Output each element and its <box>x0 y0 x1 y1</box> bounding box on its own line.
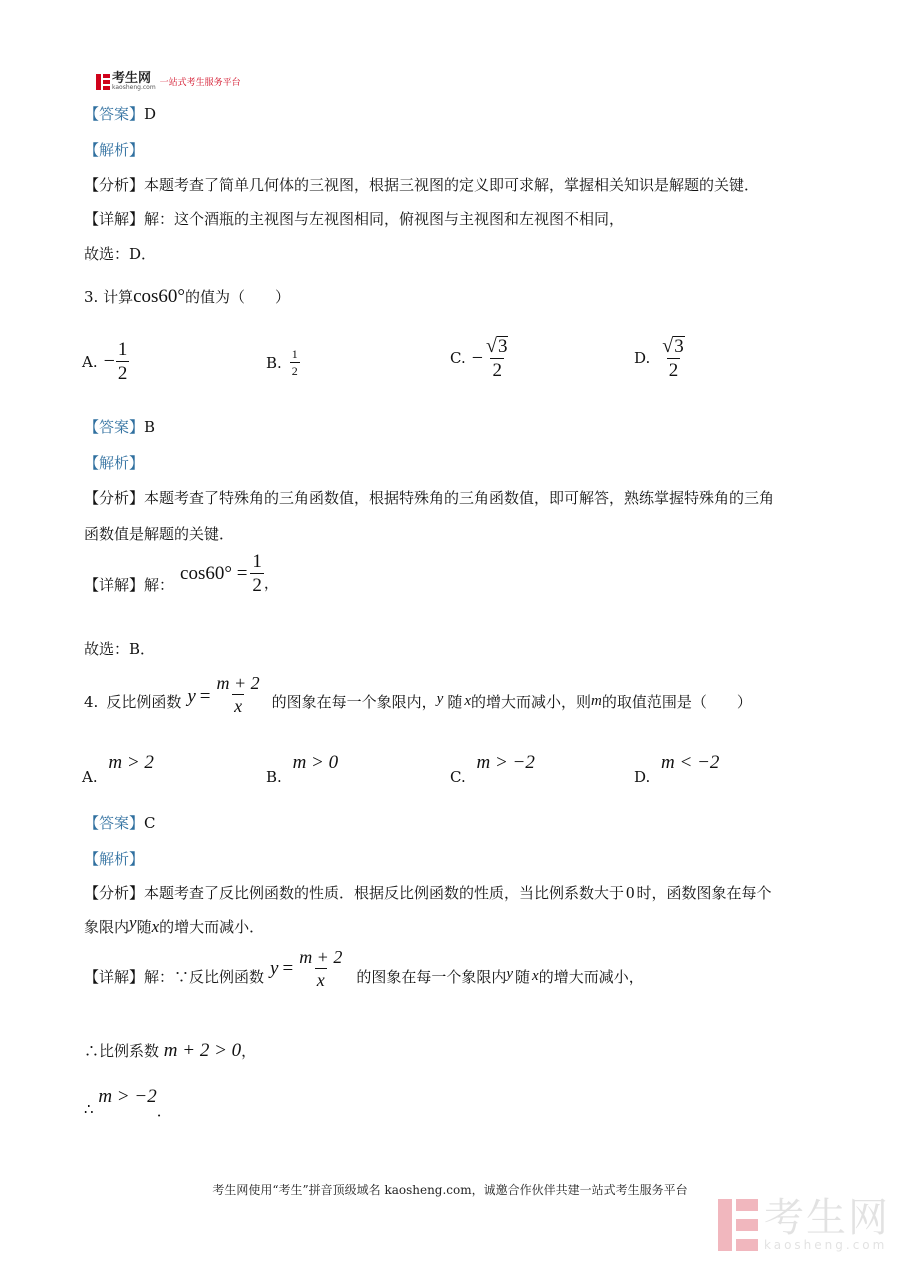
q3-option-d <box>634 336 687 380</box>
stem-text-mid1: 的图象在每一个象限内， <box>271 693 437 711</box>
detail-text: 解：这个酒瓶的主视图与左视图相同，俯视图与主视图和左视图不相同， <box>144 210 625 228</box>
sqrt <box>486 336 508 356</box>
option-label: C. <box>450 768 466 786</box>
q3-option-a <box>82 340 129 383</box>
var-x: x <box>532 968 539 984</box>
func-y: y <box>270 957 279 979</box>
fraction-numerator: 1 <box>291 347 298 361</box>
q3-option-c <box>450 336 510 380</box>
q2-fenxi <box>84 174 759 195</box>
fraction-denominator: x <box>234 696 243 716</box>
option-expr: m > −2 <box>476 752 535 773</box>
fraction-numerator: m + 2 <box>299 947 343 967</box>
stem-math: cos60° <box>133 286 186 307</box>
q2-choose: 故选：D． <box>84 245 157 263</box>
var-y: y <box>506 966 514 982</box>
fraction-denominator: 2 <box>668 360 679 381</box>
step-comma: ， <box>241 1042 257 1060</box>
detail-tag: 【详解】 <box>84 210 145 228</box>
q4-analysis-tag: 【解析】 <box>84 850 145 868</box>
fraction-numerator: 1 <box>252 551 262 572</box>
fraction-numerator: 1 <box>117 339 128 360</box>
func-y: y <box>187 685 196 707</box>
q3-option-b <box>266 348 300 377</box>
option-label: D. <box>634 349 651 367</box>
q4-answer <box>84 812 156 833</box>
answer-value: B <box>144 418 156 436</box>
fraction-denominator: 2 <box>252 575 262 596</box>
fenxi-tag: 【分析】 <box>84 489 145 507</box>
footer-text: 考生网使用“考生”拼音顶级域名 kaosheng.com，诚邀合作伙伴共建一站式考生服务平台 <box>212 1183 688 1197</box>
fraction-denominator: 2 <box>492 360 502 381</box>
option-label: C. <box>450 349 466 367</box>
answer-value: D <box>144 105 157 123</box>
step-end: ． <box>156 1102 172 1120</box>
step-prefix: ∴ <box>84 1100 94 1118</box>
q3-fenxi-line2: 函数值是解题的关键． <box>84 525 235 543</box>
q4-detail <box>84 948 644 989</box>
answer-tag: 【答案】 <box>84 105 145 123</box>
radicand: 3 <box>674 336 684 357</box>
header-logo <box>96 72 241 91</box>
question-number: 4. <box>84 692 99 711</box>
option-sign: − <box>103 350 115 372</box>
step-math: m > −2 <box>98 1086 157 1107</box>
answer-value: C <box>144 814 156 832</box>
step-math: m + 2 > 0 <box>163 1040 242 1061</box>
q2-answer <box>84 103 156 124</box>
detail-fraction <box>250 552 264 595</box>
question-number: 3. <box>84 288 99 306</box>
detail-prefix: 解： <box>144 576 175 594</box>
logo-name: 考生网 <box>112 71 152 86</box>
option-label: D. <box>634 768 651 786</box>
fenxi-text: 本题考查了反比例函数的性质．根据反比例函数的性质，当比例系数大于 <box>144 884 625 902</box>
var-y: y <box>129 913 137 932</box>
q3-detail <box>84 552 279 595</box>
sqrt <box>662 336 684 356</box>
q4-fenxi-line1 <box>84 882 772 903</box>
q4-step2 <box>84 1086 172 1120</box>
detail-prefix: 解：∵反比例函数 <box>144 968 265 986</box>
q3-answer <box>84 416 155 437</box>
fenxi-text: 本题考查了简单几何体的三视图，根据三视图的定义即可求解，掌握相关知识是解题的关键． <box>144 176 760 194</box>
q4-option-a <box>82 752 154 786</box>
radical-sign-icon: √ <box>486 335 497 357</box>
option-fraction <box>660 336 686 380</box>
option-expr: m < −2 <box>661 752 720 773</box>
fraction-numerator <box>484 336 510 358</box>
radicand: 3 <box>497 336 508 357</box>
q4-option-b <box>266 752 339 786</box>
option-expr: m > 2 <box>108 752 154 773</box>
fenxi-text: 随 <box>136 918 152 936</box>
option-label: B. <box>266 353 282 372</box>
fraction-denominator: x <box>316 970 325 990</box>
fenxi-text-b: 时，函数图象在每个 <box>636 884 772 902</box>
watermark-logo <box>718 1195 890 1252</box>
option-label: B. <box>266 768 282 786</box>
answer-tag: 【答案】 <box>84 418 145 436</box>
func-fraction <box>297 948 344 989</box>
q4-option-c <box>450 752 535 786</box>
stem-text-after: 的取值范围是（ ） <box>601 693 752 711</box>
option-fraction <box>484 336 510 380</box>
kaosheng-logo-icon <box>96 74 110 90</box>
step-prefix: ∴比例系数 <box>84 1042 160 1060</box>
option-fraction <box>290 348 300 377</box>
q4-stem <box>84 674 752 715</box>
stem-text: 计算 <box>103 288 134 306</box>
stem-text-mid2: 随 <box>447 693 463 711</box>
q3-fenxi-line1 <box>84 487 774 508</box>
func-eq: = <box>282 957 294 979</box>
detail-tag: 【详解】 <box>84 576 145 594</box>
var-y: y <box>436 691 444 707</box>
radical-sign-icon: √ <box>662 335 674 357</box>
detail-math-left: cos60° = <box>180 562 248 584</box>
fenxi-text: 本题考查了特殊角的三角函数值，根据特殊角的三角函数值，即可解答，熟练掌握特殊角的三角 <box>144 489 775 507</box>
q3-stem <box>84 286 290 308</box>
watermark-name: 考生网 <box>764 1195 890 1241</box>
fenxi-tag: 【分析】 <box>84 884 145 902</box>
stem-text: 反比例函数 <box>106 693 182 711</box>
q4-fenxi-line2 <box>84 913 265 937</box>
stem-text-mid3: 的增大而减小，则 <box>471 693 592 711</box>
option-label: A. <box>82 352 98 371</box>
fraction-numerator: m + 2 <box>216 673 260 693</box>
logo-domain: kaosheng.com <box>112 84 156 91</box>
q4-step1 <box>84 1040 256 1062</box>
stem-text-after: 的值为（ ） <box>185 288 291 306</box>
fenxi-zero: 0 <box>626 883 635 902</box>
answer-tag: 【答案】 <box>84 814 145 832</box>
logo-slogan: 一站式考生服务平台 <box>159 78 241 88</box>
var-m: m <box>591 693 602 709</box>
fraction-numerator <box>660 336 686 358</box>
fraction-denominator: 2 <box>291 364 298 378</box>
var-x: x <box>151 917 160 936</box>
option-fraction <box>116 340 130 383</box>
option-expr: m > 0 <box>292 752 339 773</box>
kaosheng-watermark-icon <box>718 1199 758 1251</box>
q2-detail <box>84 208 624 229</box>
q3-choose: 故选：B． <box>84 640 156 658</box>
detail-comma: ， <box>263 574 279 592</box>
q4-option-d <box>634 752 720 786</box>
option-sign: − <box>471 346 483 369</box>
fraction-denominator: 2 <box>117 363 128 384</box>
q2-analysis-tag: 【解析】 <box>84 141 145 159</box>
detail-mid: 的图象在每一个象限内 <box>356 968 507 986</box>
func-fraction <box>214 674 261 715</box>
fenxi-text: 象限内 <box>84 918 130 936</box>
func-eq: = <box>199 685 211 707</box>
fenxi-tag: 【分析】 <box>84 176 145 194</box>
fenxi-text: 的增大而减小． <box>159 918 265 936</box>
detail-after: 的增大而减小， <box>538 968 644 986</box>
watermark-domain: kaosheng.com <box>764 1238 888 1252</box>
var-x: x <box>464 693 472 709</box>
detail-tag: 【详解】 <box>84 968 145 986</box>
detail-mid2: 随 <box>515 968 531 986</box>
option-label: A. <box>82 768 98 786</box>
q3-analysis-tag: 【解析】 <box>84 454 145 472</box>
